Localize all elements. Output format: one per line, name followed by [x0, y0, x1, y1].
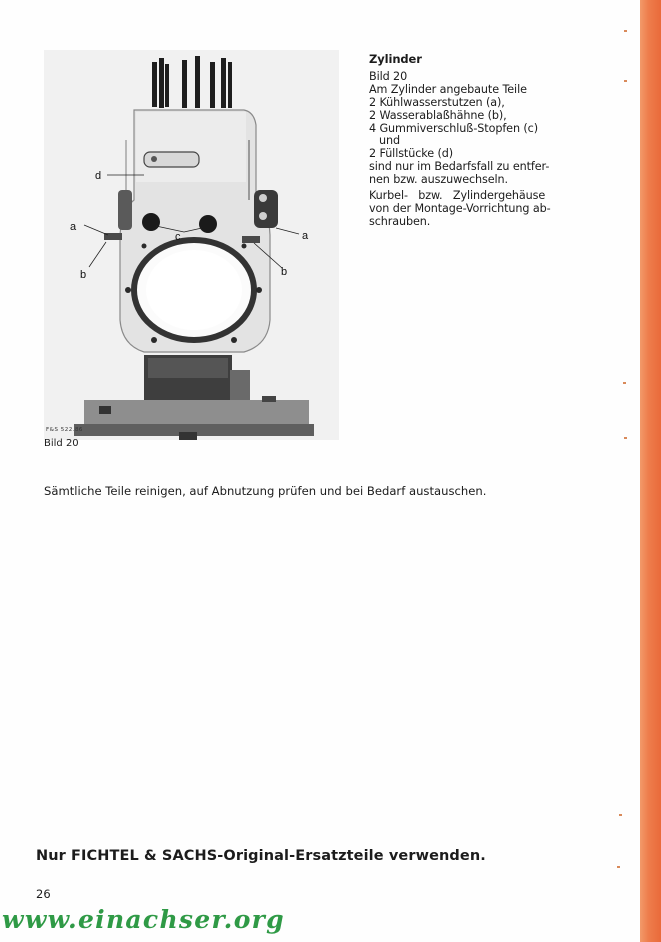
site-watermark: www.einachser.org — [2, 905, 285, 934]
scan-speck — [619, 814, 622, 816]
description-line: 2 Füllstücke (d) — [369, 147, 454, 161]
scan-speck — [623, 382, 626, 384]
callout-c: c — [175, 231, 181, 243]
scan-speck — [624, 80, 627, 82]
scan-speck — [624, 30, 627, 32]
callout-a-right: a — [302, 230, 309, 242]
description-line: Am Zylinder angebaute Teile — [369, 82, 527, 96]
description-line: nen bzw. auszuwechseln. — [369, 173, 509, 187]
description-line: sind nur im Bedarfsfall zu entfer- — [369, 160, 550, 174]
description-line: 2 Kühlwasserstutzen (a), — [369, 95, 505, 109]
scan-speck — [624, 437, 627, 439]
figure-caption: Bild 20 — [44, 438, 79, 449]
description-line: schrauben. — [369, 214, 431, 228]
original-parts-notice: Nur FICHTEL & SACHS-Original-Ersatzteile verwenden. — [36, 848, 486, 864]
page-edge-stripe — [640, 0, 661, 942]
callout-d: d — [95, 170, 102, 182]
scan-speck — [617, 866, 620, 868]
description-line: von der Montage-Vorrichtung ab- — [369, 201, 551, 215]
callout-a-left: a — [70, 221, 77, 233]
cylinder-photo — [44, 50, 339, 440]
description-line: 2 Wasserablaßhähne (b), — [369, 108, 507, 122]
cylinder-illustration — [44, 50, 339, 440]
description-block — [369, 53, 589, 229]
callout-b-left: b — [80, 269, 87, 281]
page-number: 26 — [36, 887, 51, 901]
photo-id: F&S 522.86 — [46, 427, 83, 433]
callout-b-right: b — [281, 266, 288, 278]
description-line: 4 Gummiverschluß-Stopfen (c) — [369, 121, 538, 135]
description-line: Kurbel- bzw. Zylindergehäuse — [369, 189, 546, 203]
section-title: Zylinder — [369, 52, 422, 66]
instruction-text: Sämtliche Teile reinigen, auf Abnutzung prüfen und bei Bedarf austauschen. — [44, 484, 487, 498]
description-line: Bild 20 — [369, 69, 408, 83]
description-line: und — [379, 134, 400, 148]
